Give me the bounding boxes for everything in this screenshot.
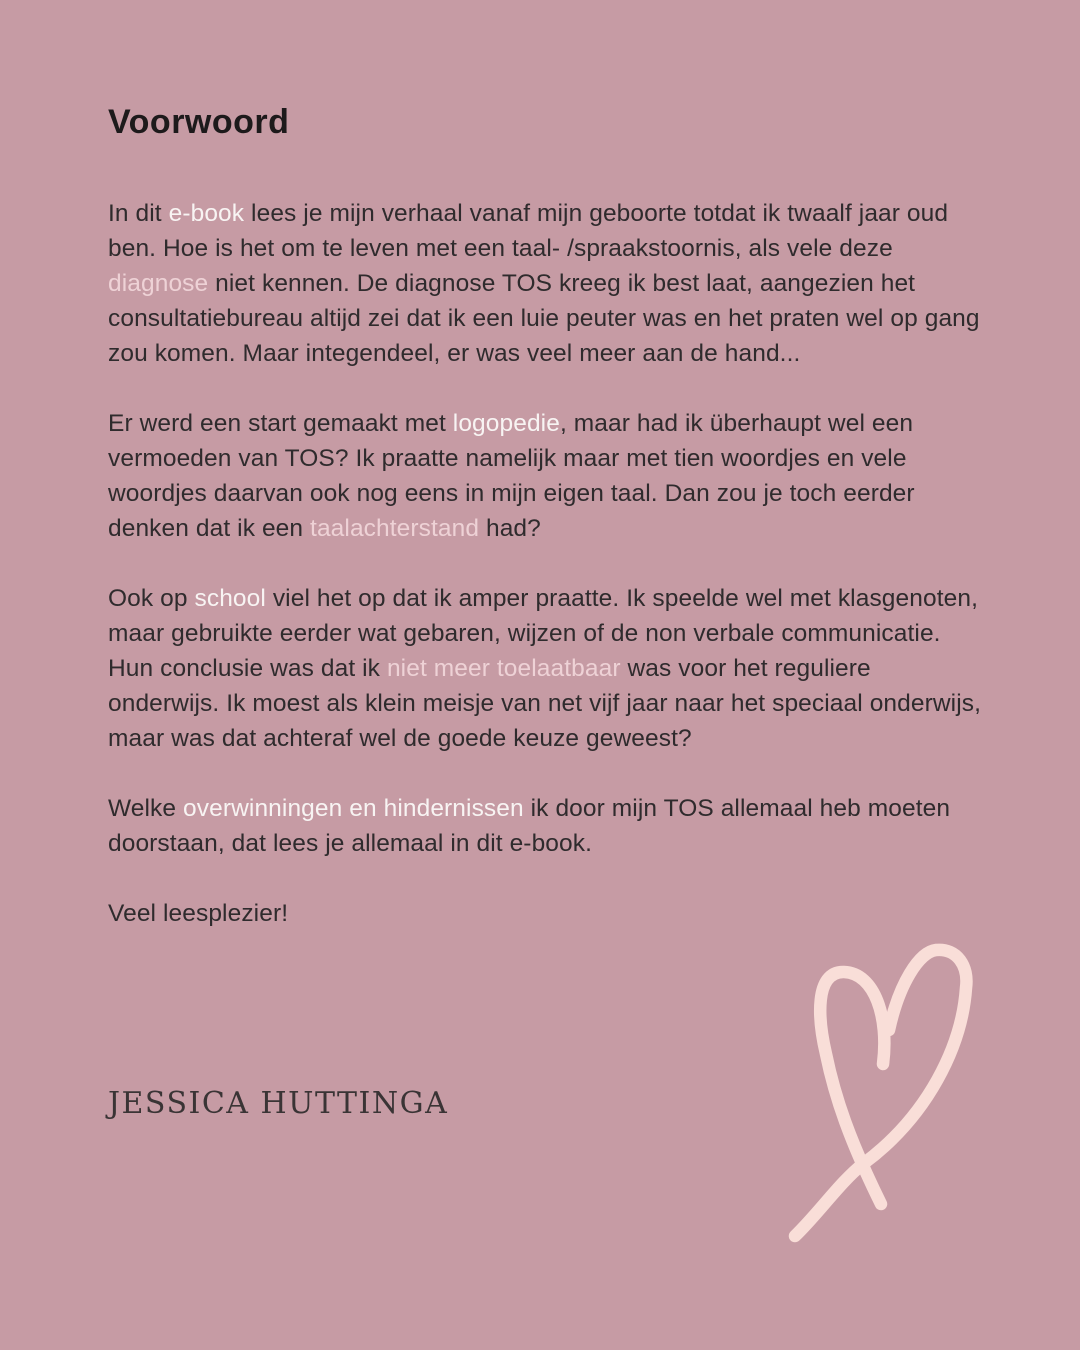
paragraph [108,581,988,756]
text-segment: had? [479,515,541,542]
text-segment: In dit [108,200,169,227]
paragraph [108,196,988,371]
paragraph [108,406,988,546]
highlighted-text: overwinningen en hindernissen [183,795,524,822]
text-segment: , maar had ik überhaupt wel een vermoeden van TOS? Ik praatte namelijk maar met tien woordjes en vele woordjes daarvan ook nog eens in mijn eigen taal. Dan zou je toch eerder denken dat ik een [108,410,915,542]
text-segment: lees je mijn verhaal vanaf mijn geboorte totdat ik twaalf jaar oud ben. Hoe is het om te leven met een taal- /spraakstoornis, als vele deze [108,200,949,262]
highlighted-text: niet meer toelaatbaar [386,655,621,682]
text-segment: viel het op dat ik amper praatte. Ik speelde wel met klasgenoten, maar gebruikte eerder wat gebaren, wijzen of de non verbale communicatie. Hun conclusie was dat ik [108,585,978,682]
page-title: Voorwoord [108,103,290,141]
text-segment: was voor het reguliere onderwijs. Ik moest als klein meisje van net vijf jaar naar het speciaal onderwijs, maar was dat achteraf wel de goede keuze geweest? [108,655,982,752]
body-text [108,196,988,931]
text-segment: ik door mijn TOS allemaal heb moeten doorstaan, dat lees je allemaal in dit e-book. [108,795,951,857]
text-segment: Veel leesplezier! [108,900,289,927]
paragraph [108,791,988,861]
highlighted-text: logopedie [452,410,560,437]
highlighted-text: school [194,585,266,612]
highlighted-text: diagnose [108,270,209,297]
heart-icon [778,926,1078,1256]
text-content [108,100,988,966]
highlighted-text: taalachterstand [310,515,480,542]
author-signature: JESSICA HUTTINGA [108,1086,449,1121]
text-segment: Welke [108,795,184,822]
text-segment: Er werd een start gemaakt met [108,410,453,437]
highlighted-text: e-book [168,200,245,227]
text-segment: niet kennen. De diagnose TOS kreeg ik best laat, aangezien het consultatiebureau altijd zei dat ik een luie peuter was en het praten wel op gang zou komen. Maar integendeel, er was veel meer aan de hand... [108,270,980,367]
text-segment: Ook op [108,585,195,612]
